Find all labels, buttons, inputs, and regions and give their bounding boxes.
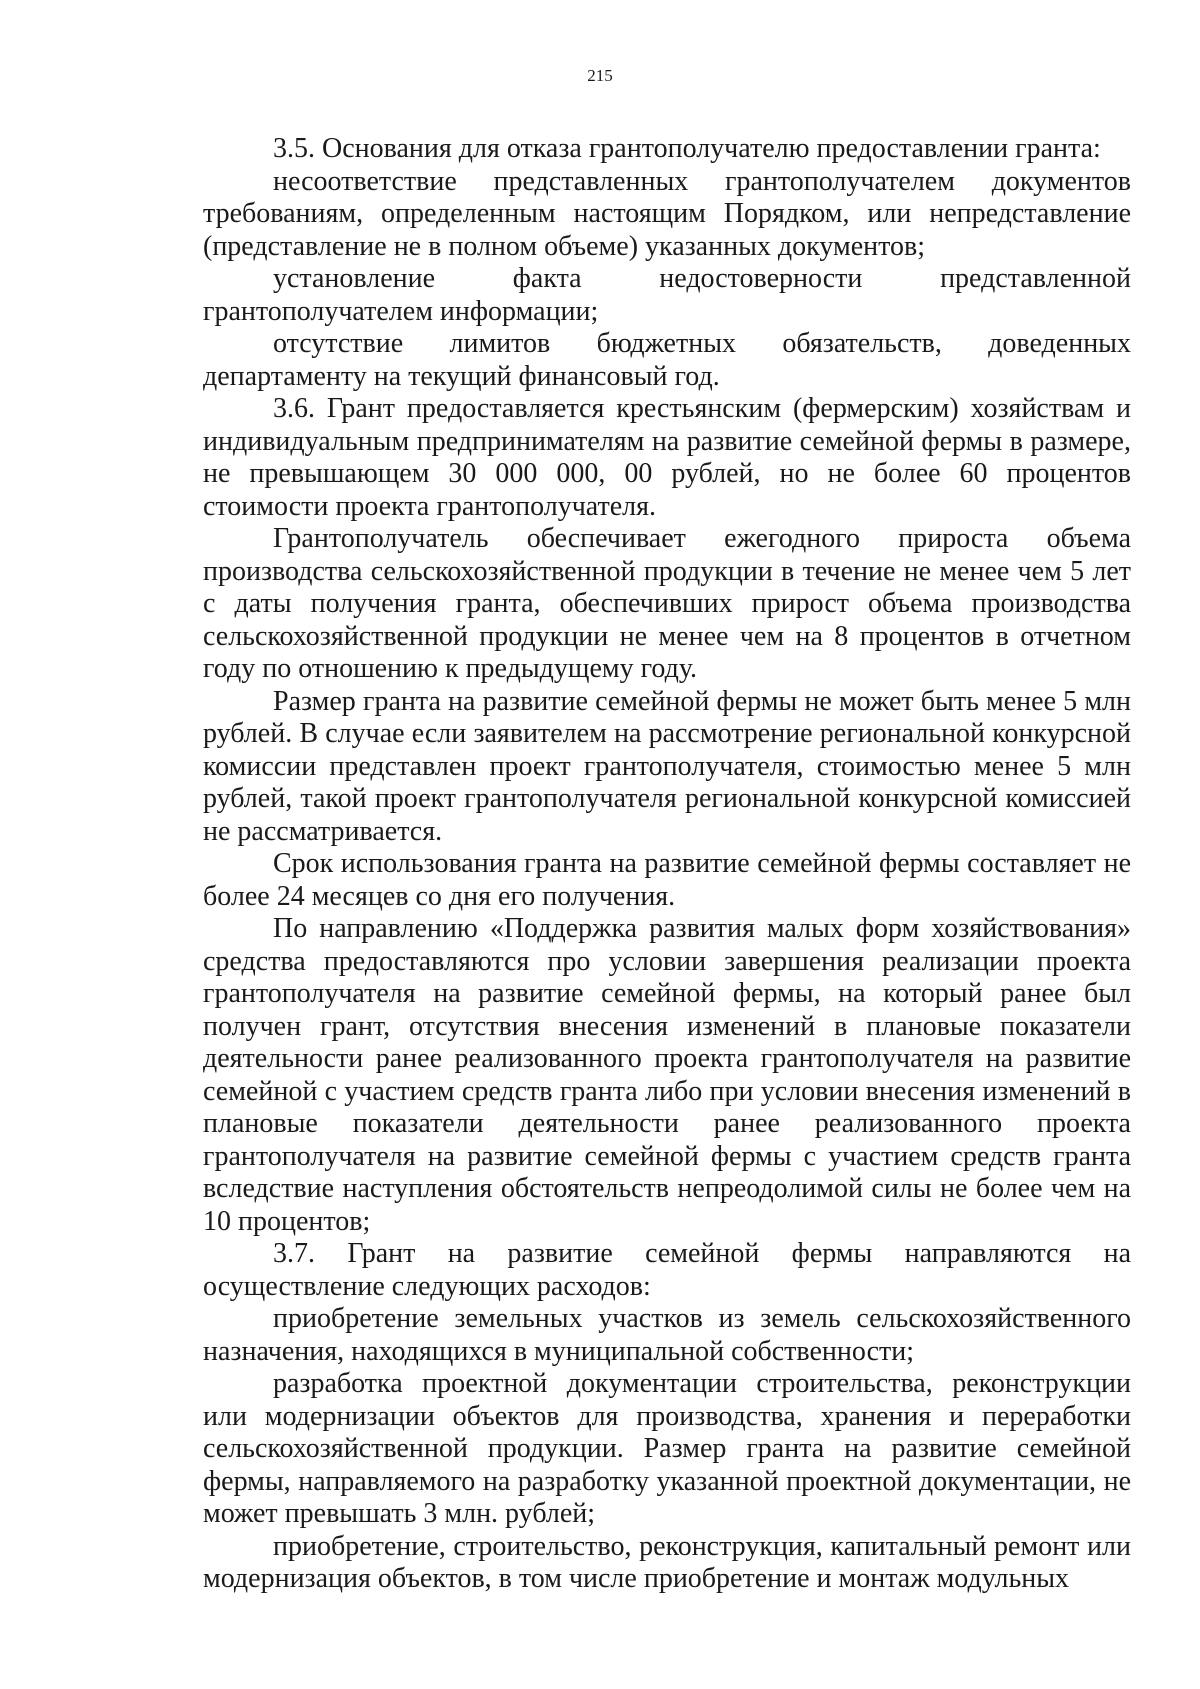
paragraph-refusal-reason-documents: несоответствие представленных грантополучателем документов требованиям, определенным настоящим Порядком, или непредставление (представление не в полном объеме) указанных документов; <box>203 165 1131 262</box>
paragraph-expense-construction: приобретение, строительство, реконструкция, капитальный ремонт или модернизация объектов, в том числе приобретение и монтаж модульных <box>203 1530 1131 1594</box>
paragraph-expense-design: разработка проектной документации строительства, реконструкции или модернизации объектов для производства, хранения и переработки сельскохозяйственной продукции. Размер гранта на развитие семейной фермы, направляемого на разработку указанной проектной документации, не может превышать 3 млн. рублей; <box>203 1368 1131 1529</box>
paragraph-support-direction: По направлению «Поддержка развития малых форм хозяйствования» средства предоставляются про условии завершения реализации проекта грантополучателя на развитие семейной фермы, на который ранее был получен грант, отсутствия внесения изменений в плановые показатели деятельности ранее реализованного проекта грантополучателя на развитие семейной с участием средств гранта либо при условии внесения изменений в плановые показатели деятельности ранее реализованного проекта грантополучателя на развитие семейной фермы с участием средств гранта вследствие наступления обстоятельств непреодолимой силы не более чем на 10 процентов; <box>203 913 1131 1237</box>
page-number: 215 <box>587 66 613 85</box>
document-body <box>203 133 1131 1596</box>
paragraph-refusal-reason-limits: отсутствие лимитов бюджетных обязательств, доведенных департаменту на текущий финансовый год. <box>203 328 1131 392</box>
paragraph-3-6: 3.6. Грант предоставляется крестьянским (фермерским) хозяйствам и индивидуальным предпринимателям на развитие семейной фермы в размере, не превышающем 30 000 000, 00 рублей, но не более 60 процентов стоимости проекта грантополучателя. <box>203 393 1131 522</box>
paragraph-production-growth: Грантополучатель обеспечивает ежегодного прироста объема производства сельскохозяйственной продукции в течение не менее чем 5 лет с даты получения гранта, обеспечивших прирост объема производства сельскохозяйственной продукции не менее чем на 8 процентов в отчетном году по отношению к предыдущему году. <box>203 523 1131 684</box>
paragraph-expense-land: приобретение земельных участков из земель сельскохозяйственного назначения, находящихся в муниципальной собственности; <box>203 1303 1131 1367</box>
paragraph-grant-term: Срок использования гранта на развитие семейной фермы составляет не более 24 месяцев со дня его получения. <box>203 848 1131 912</box>
paragraph-3-5-heading: 3.5. Основания для отказа грантополучателю предоставлении гранта: <box>273 133 1101 164</box>
paragraph-3-7: 3.7. Грант на развитие семейной фермы направляются на осуществление следующих расходов: <box>203 1238 1131 1302</box>
paragraph-refusal-reason-information: установление факта недостоверности представленной грантополучателем информации; <box>203 263 1131 327</box>
paragraph-grant-size: Размер гранта на развитие семейной фермы не может быть менее 5 млн рублей. В случае если заявителем на рассмотрение региональной конкурсной комиссии представлен проект грантополучателя, стоимостью менее 5 млн рублей, такой проект грантополучателя региональной конкурсной комиссией не рассматривается. <box>203 685 1131 847</box>
